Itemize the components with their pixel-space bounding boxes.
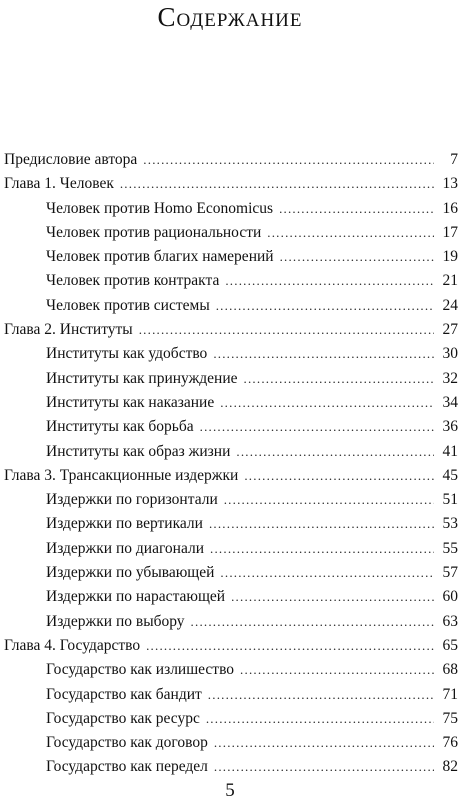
toc-entry-page-number: 27 xyxy=(442,321,458,339)
dot-leader xyxy=(279,197,434,221)
dot-leader xyxy=(214,731,434,755)
toc-section-entry xyxy=(4,294,458,318)
toc-section-entry xyxy=(4,537,458,561)
dot-leader xyxy=(143,148,434,172)
toc-section-entry xyxy=(4,415,458,439)
page-number: 5 xyxy=(225,780,235,801)
dot-leader xyxy=(267,221,434,245)
toc-section-entry xyxy=(4,512,458,536)
toc-section-entry xyxy=(4,367,458,391)
toc-chapter-entry xyxy=(4,634,458,658)
toc-entry-label: Глава 1. Человек xyxy=(4,175,114,193)
dot-leader xyxy=(146,634,434,658)
toc-entry-page-number: 30 xyxy=(442,345,458,363)
toc-entry-label: Человек против рациональности xyxy=(46,223,262,241)
toc-entry-label: Институты как принуждение xyxy=(46,369,238,387)
toc-entry-page-number: 41 xyxy=(442,442,458,460)
toc-entry-label: Институты как удобство xyxy=(46,345,208,363)
dot-leader xyxy=(206,707,434,731)
toc-entry-page-number: 51 xyxy=(442,491,458,509)
toc-chapter-entry xyxy=(4,172,458,196)
toc-section-entry xyxy=(4,731,458,755)
toc-entry-page-number: 68 xyxy=(442,661,458,679)
toc-entry-label: Человек против Homo Economicus xyxy=(46,199,274,217)
toc-entry-page-number: 19 xyxy=(442,248,458,266)
toc-section-entry xyxy=(4,221,458,245)
dot-leader xyxy=(244,367,434,391)
dot-leader xyxy=(240,658,434,682)
dot-leader xyxy=(214,755,434,779)
toc-entry-label: Глава 3. Трансакционные издержки xyxy=(4,466,239,484)
toc-section-entry xyxy=(4,658,458,682)
dot-leader xyxy=(210,537,434,561)
toc-entry-label: Государство как излишество xyxy=(46,661,235,679)
toc-section-entry xyxy=(4,585,458,609)
toc-entry-label: Предисловие автора xyxy=(4,151,138,168)
toc-section-entry xyxy=(4,440,458,464)
toc-entry-page-number: 75 xyxy=(442,709,458,727)
toc-entry-page-number: 63 xyxy=(442,612,458,630)
toc-entry-page-number: 7 xyxy=(450,151,458,168)
toc-entry-label: Государство как договор xyxy=(46,734,208,752)
page-title: Содержание xyxy=(157,2,303,32)
toc-entry-page-number: 24 xyxy=(442,296,458,314)
toc-entry-label: Глава 4. Государство xyxy=(4,636,141,654)
toc-entry-page-number: 65 xyxy=(442,636,458,654)
dot-leader xyxy=(280,245,434,269)
dot-leader xyxy=(244,464,434,488)
toc-entry-label: Издержки по убывающей xyxy=(46,564,215,582)
toc-entry-label: Издержки по выбору xyxy=(46,612,185,630)
toc-entry-label: Человек против системы xyxy=(46,296,210,314)
toc-section-entry xyxy=(4,488,458,512)
dot-leader xyxy=(231,585,434,609)
toc-entry-label: Государство как бандит xyxy=(46,685,202,703)
toc-entry-label: Издержки по горизонтали xyxy=(46,491,218,509)
toc-entry-label: Издержки по диагонали xyxy=(46,539,205,557)
toc-entry-page-number: 57 xyxy=(442,564,458,582)
toc-entry-page-number: 45 xyxy=(442,466,458,484)
toc-entry-page-number: 13 xyxy=(442,175,458,193)
dot-leader xyxy=(139,318,434,342)
toc-entry-label: Государство как передел xyxy=(46,758,208,776)
toc-section-entry xyxy=(4,391,458,415)
toc-entry-label: Институты как борьба xyxy=(46,418,194,436)
toc-section-entry xyxy=(4,197,458,221)
dot-leader xyxy=(209,512,434,536)
toc-section-entry xyxy=(4,755,458,779)
toc-entry-page-number: 32 xyxy=(442,369,458,387)
toc-entry-page-number: 55 xyxy=(442,539,458,557)
toc-section-entry xyxy=(4,245,458,269)
toc-entry-label: Человек против контракта xyxy=(46,272,220,290)
dot-leader xyxy=(220,391,434,415)
table-of-contents xyxy=(4,148,458,780)
toc-section-entry xyxy=(4,707,458,731)
dot-leader xyxy=(200,415,434,439)
toc-entry-label: Институты как образ жизни xyxy=(46,442,231,460)
toc-entry-page-number: 17 xyxy=(442,223,458,241)
toc-section-entry xyxy=(4,269,458,293)
toc-entry-label: Человек против благих намерений xyxy=(46,248,274,266)
toc-entry-label: Издержки по нарастающей xyxy=(46,588,226,606)
dot-leader xyxy=(236,440,434,464)
toc-section-entry xyxy=(4,610,458,634)
toc-section-entry xyxy=(4,683,458,707)
toc-entry-label: Институты как наказание xyxy=(46,393,215,411)
toc-entry-page-number: 34 xyxy=(442,393,458,411)
toc-entry-label: Глава 2. Институты xyxy=(4,321,133,339)
toc-section-entry xyxy=(4,561,458,585)
toc-section-entry xyxy=(4,342,458,366)
toc-entry-page-number: 71 xyxy=(442,685,458,703)
toc-chapter-entry xyxy=(4,318,458,342)
dot-leader xyxy=(225,269,434,293)
toc-entry-label: Издержки по вертикали xyxy=(46,515,203,533)
dot-leader xyxy=(213,342,434,366)
dot-leader xyxy=(208,683,434,707)
dot-leader xyxy=(224,488,434,512)
toc-entry-page-number: 53 xyxy=(442,515,458,533)
toc-chapter-entry xyxy=(4,148,458,172)
toc-entry-page-number: 76 xyxy=(442,734,458,752)
dot-leader xyxy=(120,172,434,196)
toc-entry-page-number: 16 xyxy=(442,199,458,217)
toc-entry-page-number: 21 xyxy=(442,272,458,290)
dot-leader xyxy=(191,610,434,634)
toc-entry-page-number: 36 xyxy=(442,418,458,436)
dot-leader xyxy=(216,294,434,318)
toc-entry-label: Государство как ресурс xyxy=(46,709,200,727)
toc-entry-page-number: 82 xyxy=(442,758,458,776)
toc-chapter-entry xyxy=(4,464,458,488)
toc-entry-page-number: 60 xyxy=(442,588,458,606)
dot-leader xyxy=(220,561,434,585)
